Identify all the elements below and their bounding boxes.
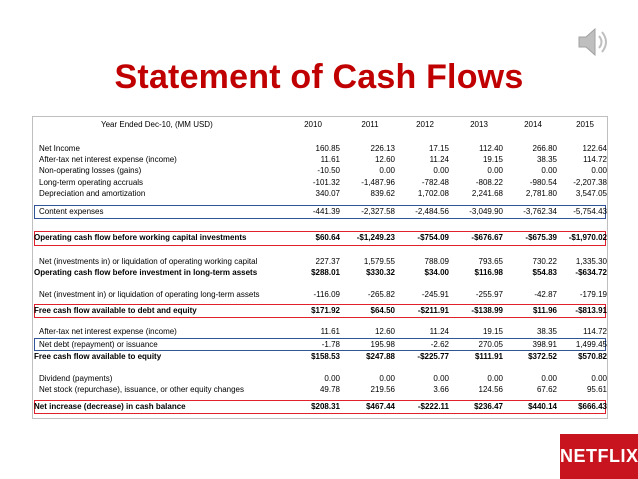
row-label: Dividend (payments) [39, 374, 113, 383]
cell-2011: -265.82 [367, 290, 395, 299]
cell-2012: 0.00 [433, 166, 449, 175]
cell-2015: 114.72 [583, 327, 607, 336]
table-header-row [33, 119, 609, 131]
cell-2014: $440.14 [528, 402, 557, 411]
table-row [33, 384, 609, 396]
cell-2013: -$676.67 [471, 233, 503, 242]
cell-2013: -$138.99 [471, 306, 503, 315]
table-row [33, 401, 609, 413]
row-label: Free cash flow available to equity [34, 352, 162, 361]
cell-2013: 2,241.68 [471, 189, 503, 198]
cell-2010: 11.61 [320, 155, 340, 164]
cell-2014: 2,781.80 [525, 189, 557, 198]
cell-2014: 0.00 [541, 374, 557, 383]
cell-2012: -2.62 [430, 340, 449, 349]
row-label: Net (investment in) or liquidation of operating long-term assets [39, 290, 260, 299]
table-row [33, 339, 609, 351]
cell-2014: 38.35 [536, 155, 557, 164]
cell-2014: 0.00 [541, 166, 557, 175]
cell-2011: $247.88 [366, 352, 395, 361]
cell-2012: 11.24 [429, 155, 449, 164]
table-row [33, 232, 609, 244]
cell-2012: -$754.09 [417, 233, 449, 242]
cell-2015: 114.72 [583, 155, 607, 164]
cell-2012: -$222.11 [417, 402, 449, 411]
row-label: Net debt (repayment) or issuance [39, 340, 158, 349]
cell-2012: 1,702.08 [417, 189, 449, 198]
row-label: Non-operating losses (gains) [39, 166, 142, 175]
cell-2015: 0.00 [591, 374, 607, 383]
year-2011: 2011 [361, 120, 379, 129]
cell-2012: 0.00 [433, 374, 449, 383]
cell-2013: 270.05 [478, 340, 503, 349]
cell-2013: $236.47 [474, 402, 503, 411]
cell-2012: -2,484.56 [415, 207, 449, 216]
cell-2014: $54.83 [532, 268, 557, 277]
cell-2012: 17.15 [428, 144, 449, 153]
cell-2010: 227.37 [315, 257, 340, 266]
cell-2012: -$225.77 [417, 352, 449, 361]
cell-2010: $158.53 [311, 352, 340, 361]
cell-2012: 788.09 [424, 257, 449, 266]
year-2015: 2015 [576, 120, 594, 129]
cell-2015: $570.82 [578, 352, 607, 361]
cell-2014: -42.87 [534, 290, 557, 299]
cell-2011: 12.60 [374, 155, 395, 164]
cell-2012: 3.66 [433, 385, 449, 394]
cell-2012: $34.00 [424, 268, 449, 277]
row-label: Net Income [39, 144, 80, 153]
cell-2012: -782.48 [421, 178, 449, 187]
cell-2010: 11.61 [320, 327, 340, 336]
cell-2011: 219.56 [370, 385, 395, 394]
cell-2014: 266.80 [532, 144, 557, 153]
cell-2013: 112.40 [479, 144, 503, 153]
cell-2015: 95.61 [586, 385, 607, 394]
row-label: Long-term operating accruals [39, 178, 144, 187]
cell-2011: 226.13 [370, 144, 395, 153]
cell-2011: $64.50 [370, 306, 395, 315]
cell-2014: 67.62 [536, 385, 557, 394]
row-label: After-tax net interest expense (income) [39, 155, 177, 164]
cell-2011: -1,487.96 [361, 178, 395, 187]
row-label: Free cash flow available to debt and equity [34, 306, 197, 315]
table-row [33, 267, 609, 279]
cell-2011: 12.60 [374, 327, 395, 336]
cell-2010: -441.39 [312, 207, 340, 216]
cell-2011: -$1,249.23 [356, 233, 395, 242]
cell-2014: -980.54 [529, 178, 557, 187]
cell-2010: 340.07 [315, 189, 340, 198]
cell-2011: -2,327.58 [361, 207, 395, 216]
cell-2015: 0.00 [591, 166, 607, 175]
cell-2015: -$813.91 [575, 306, 607, 315]
table-row [33, 351, 609, 363]
table-row [33, 188, 609, 200]
cell-2014: $372.52 [528, 352, 557, 361]
cell-2015: 1,335.30 [575, 257, 607, 266]
table-row [33, 305, 609, 317]
row-label: Operating cash flow before investment in long-term assets [34, 268, 258, 277]
table-row [33, 289, 609, 301]
cell-2013: $111.91 [474, 352, 503, 361]
cell-2015: 1,499.45 [575, 340, 607, 349]
cell-2010: -101.32 [312, 178, 340, 187]
row-label: Net increase (decrease) in cash balance [34, 402, 186, 411]
cell-2015: -$634.72 [575, 268, 607, 277]
cell-2013: -3,049.90 [469, 207, 503, 216]
cell-2012: -$211.91 [417, 306, 449, 315]
year-2012: 2012 [416, 120, 434, 129]
cell-2010: $171.92 [311, 306, 340, 315]
year-2014: 2014 [524, 120, 542, 129]
netflix-logo: NETFLIX [560, 434, 638, 479]
row-label: Net stock (repurchase), issuance, or other equity changes [39, 385, 244, 394]
cell-2015: -2,207.38 [573, 178, 607, 187]
cell-2013: 19.15 [482, 327, 503, 336]
cell-2013: 19.15 [482, 155, 503, 164]
row-label: Content expenses [39, 207, 104, 216]
speaker-icon[interactable] [575, 24, 615, 60]
year-2010: 2010 [304, 120, 322, 129]
cell-2014: -$675.39 [525, 233, 557, 242]
cell-2010: 49.78 [319, 385, 340, 394]
year-2013: 2013 [470, 120, 488, 129]
cell-2013: 0.00 [487, 374, 503, 383]
table-row [33, 326, 609, 338]
slide-title: Statement of Cash Flows [114, 58, 524, 96]
cell-2015: 122.64 [582, 144, 607, 153]
cell-2010: 160.85 [315, 144, 340, 153]
cell-2015: -179.19 [579, 290, 607, 299]
cell-2011: 0.00 [379, 166, 395, 175]
cell-2011: 1,579.55 [363, 257, 395, 266]
table-row [33, 165, 609, 177]
cell-2014: 38.35 [536, 327, 557, 336]
cell-2011: $330.32 [366, 268, 395, 277]
cell-2010: -1.78 [321, 340, 340, 349]
table-row [33, 206, 609, 218]
cell-2011: 839.62 [370, 189, 395, 198]
cell-2015: -$1,970.02 [568, 233, 607, 242]
cell-2013: -808.22 [475, 178, 503, 187]
cell-2011: 0.00 [379, 374, 395, 383]
row-label: After-tax net interest expense (income) [39, 327, 177, 336]
cell-2013: $116.98 [474, 268, 503, 277]
cell-2011: 195.98 [370, 340, 395, 349]
cell-2013: 124.56 [478, 385, 503, 394]
row-label: Operating cash flow before working capital investments [34, 233, 247, 242]
cell-2010: 0.00 [324, 374, 340, 383]
cell-2014: $11.96 [532, 306, 557, 315]
cell-2014: -3,762.34 [523, 207, 557, 216]
cell-2014: 398.91 [532, 340, 557, 349]
cell-2015: -5,754.43 [573, 207, 607, 216]
cash-flow-table [32, 116, 608, 419]
cell-2014: 730.22 [532, 257, 557, 266]
row-label: Net (investments in) or liquidation of operating working capital [39, 257, 258, 266]
cell-2015: $666.43 [578, 402, 607, 411]
cell-2010: -10.50 [317, 166, 340, 175]
cell-2013: -255.97 [475, 290, 503, 299]
cell-2013: 793.65 [478, 257, 503, 266]
cell-2011: $467.44 [366, 402, 395, 411]
cell-2015: 3,547.05 [575, 189, 607, 198]
cell-2013: 0.00 [487, 166, 503, 175]
cell-2010: $208.31 [311, 402, 340, 411]
cell-2010: -116.09 [313, 290, 340, 299]
header-label: Year Ended Dec-10, (MM USD) [101, 120, 213, 129]
cell-2012: 11.24 [429, 327, 449, 336]
row-label: Depreciation and amortization [39, 189, 146, 198]
cell-2010: $288.01 [311, 268, 340, 277]
cell-2010: $60.64 [315, 233, 340, 242]
cell-2012: -245.91 [421, 290, 449, 299]
